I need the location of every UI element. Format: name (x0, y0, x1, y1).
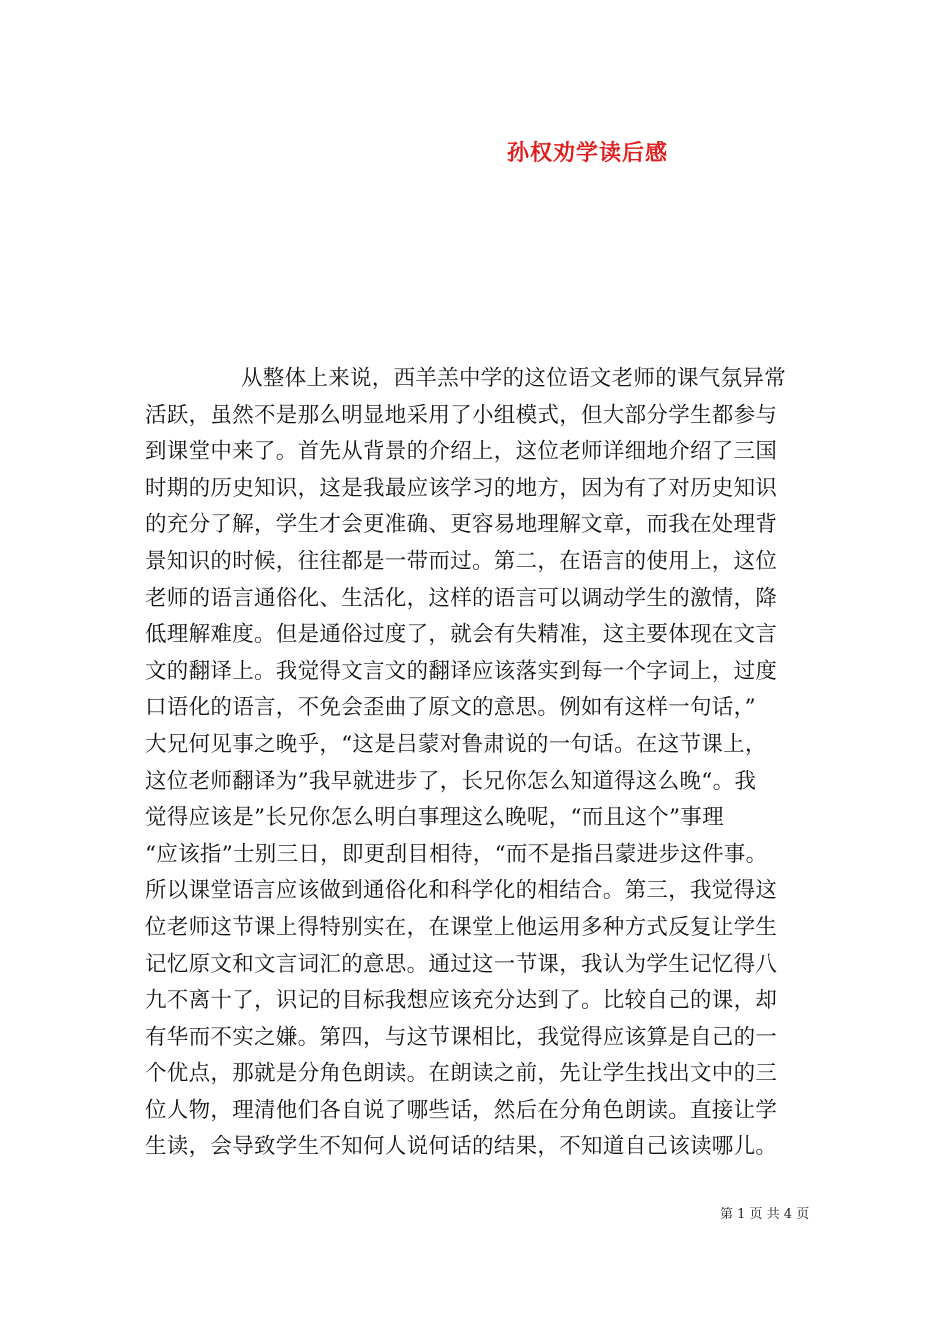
body-line: 有华而不实之嫌。第四，与这节课相比，我觉得应该算是自己的一 (145, 1024, 778, 1050)
document-title: 孙权劝学读后感 (507, 140, 669, 166)
page-number-footer: 第 1 页 共 4 页 (720, 1207, 810, 1222)
body-line: 所以课堂语言应该做到通俗化和科学化的相结合。第三，我觉得这 (145, 878, 778, 904)
body-line: 从整体上来说，西羊羔中学的这位语文老师的课气氛异常 (241, 366, 787, 391)
body-line: 个优点，那就是分角色朗读。在朗读之前，先让学生找出文中的三 (145, 1061, 778, 1087)
body-line: 口语化的语言，不免会歪曲了原文的意思。例如有这样一句话，” (145, 695, 756, 721)
body-line: 老师的语言通俗化、生活化，这样的语言可以调动学生的激情，降 (145, 585, 778, 611)
body-line: 记忆原文和文言词汇的意思。通过这一节课，我认为学生记忆得八 (145, 951, 778, 977)
body-line: 低理解难度。但是通俗过度了，就会有失精准，这主要体现在文言 (145, 622, 778, 648)
body-line: 这位老师翻译为”我早就进步了，长兄你怎么知道得这么晚“。我 (145, 768, 757, 794)
body-line: “应该指”士别三日，即更刮目相待，“而不是指吕蒙进步这件事。 (145, 841, 768, 867)
body-line: 觉得应该是”长兄你怎么明白事理这么晚呢，“而且这个”事理 (145, 805, 724, 831)
body-line: 大兄何见事之晚乎，“这是吕蒙对鲁肃说的一句话。在这节课上， (145, 731, 767, 757)
body-line: 生读，会导致学生不知何人说何话的结果，不知道自己该读哪儿。 (145, 1134, 778, 1160)
body-line: 位老师这节课上得特别实在，在课堂上他运用多种方式反复让学生 (145, 914, 778, 940)
body-line: 到课堂中来了。首先从背景的介绍上，这位老师详细地介绍了三国 (145, 439, 778, 465)
body-line: 的充分了解，学生才会更准确、更容易地理解文章，而我在处理背 (145, 512, 778, 538)
body-line: 时期的历史知识，这是我最应该学习的地方，因为有了对历史知识 (145, 475, 778, 501)
body-line: 九不离十了，识记的目标我想应该充分达到了。比较自己的课，却 (145, 988, 778, 1014)
body-line: 景知识的时候，往往都是一带而过。第二，在语言的使用上，这位 (145, 548, 778, 574)
body-line: 位人物，理清他们各自说了哪些话，然后在分角色朗读。直接让学 (145, 1097, 778, 1123)
document-body (145, 361, 815, 1166)
body-line: 文的翻译上。我觉得文言文的翻译应该落实到每一个字词上，过度 (145, 658, 778, 684)
body-line: 活跃，虽然不是那么明显地采用了小组模式，但大部分学生都参与 (145, 402, 778, 428)
